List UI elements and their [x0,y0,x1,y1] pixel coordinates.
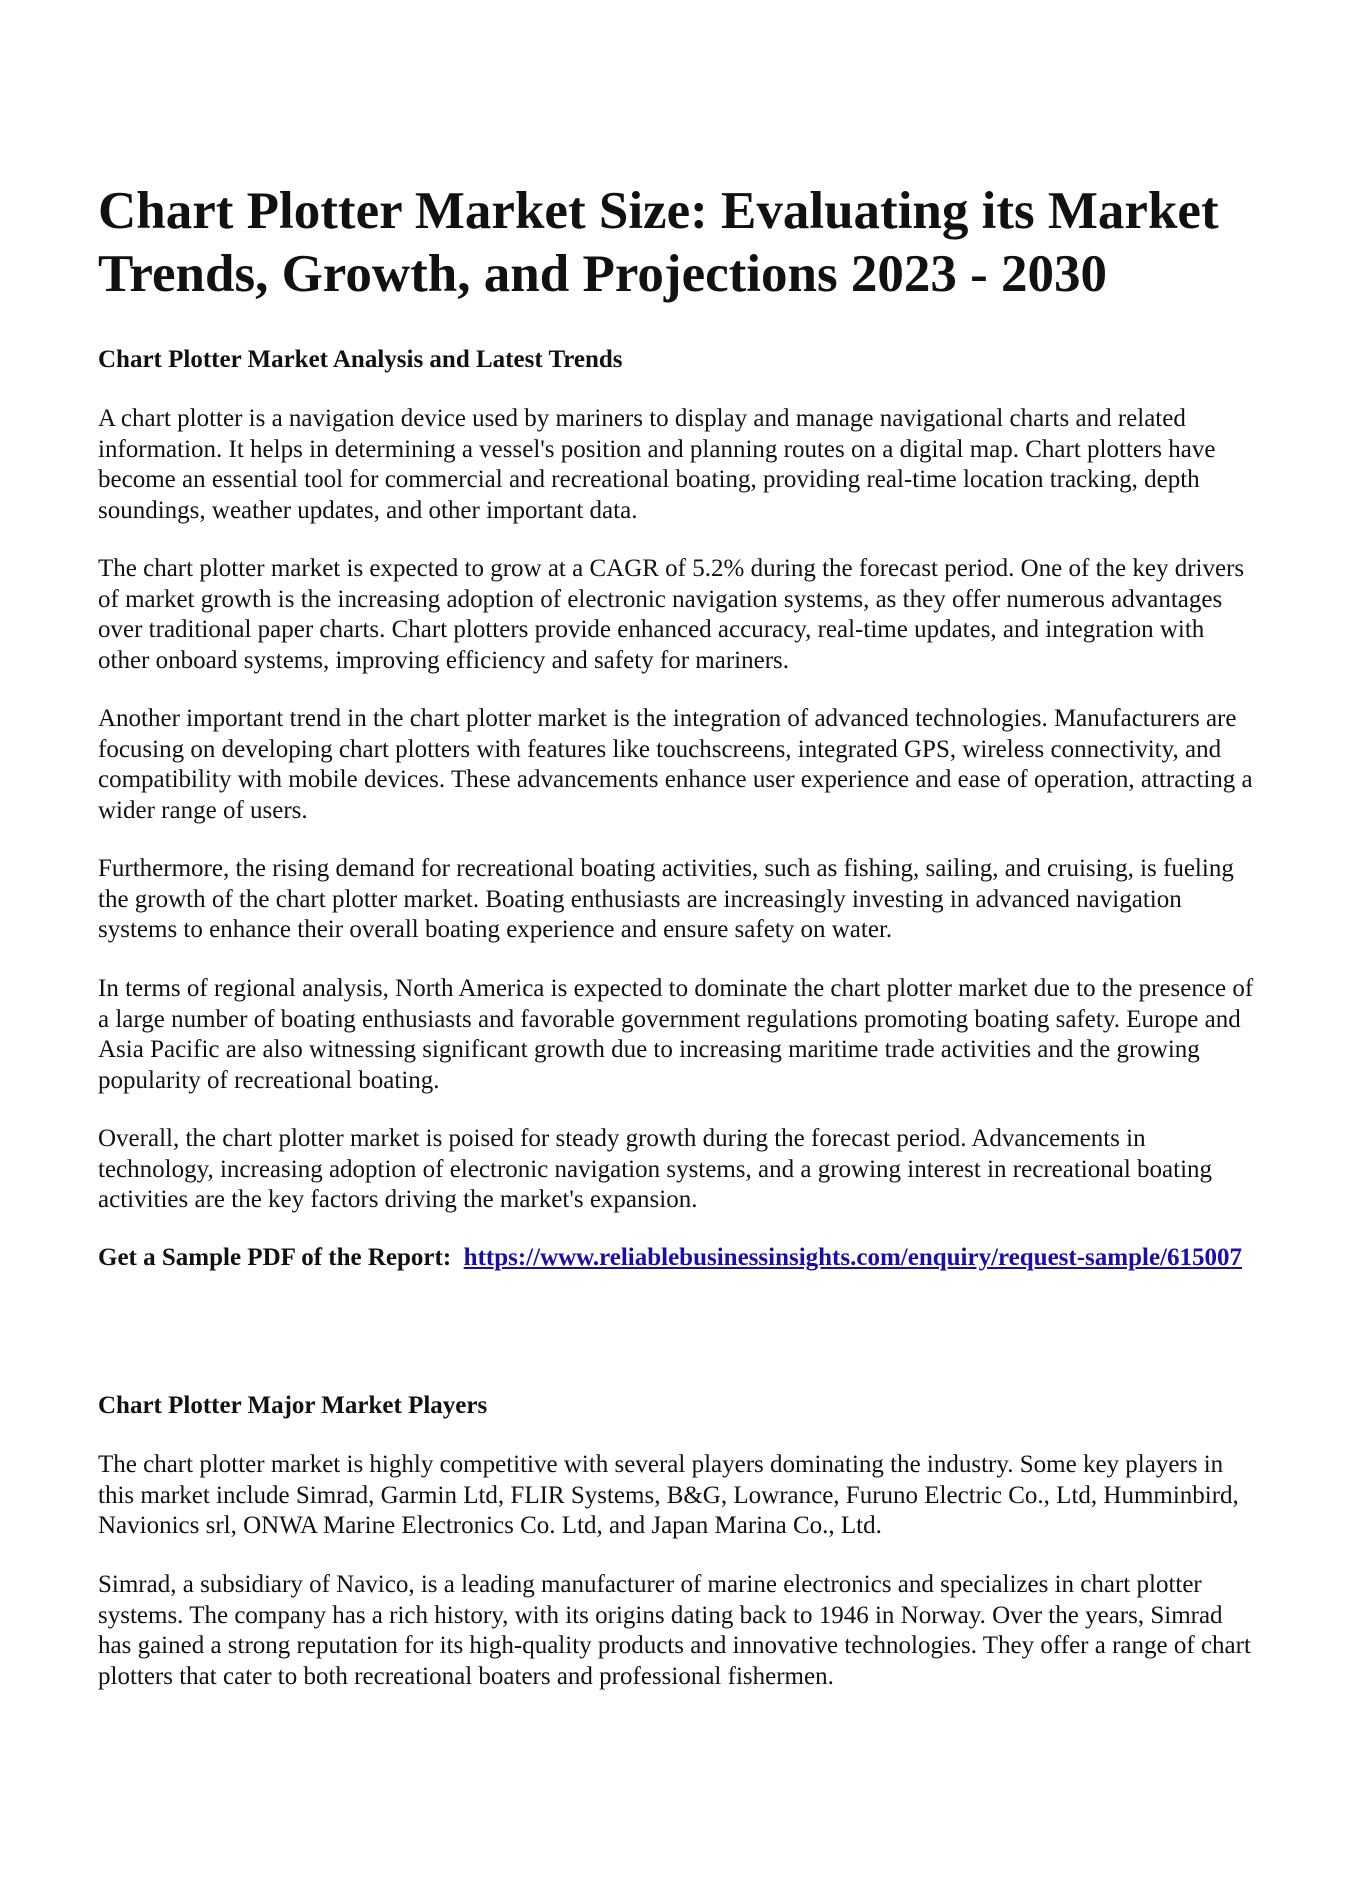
analysis-paragraph-2: The chart plotter market is expected to grow at a CAGR of 5.2% during the forecast period. One of the key drivers of market growth is the increasing adoption of electronic navigation systems, as they offer numerous advantages over traditional paper charts. Chart plotters provide enhanced accuracy, real-time updates, and integration with other onboard systems, improving efficiency and safety for mariners. [98,555,1245,674]
analysis-paragraph-6: Overall, the chart plotter market is poised for steady growth during the forecast period. Advancements in technology, increasing adoption of electronic navigation systems, and a growing interest in recreational boating activities are the key factors driving the market's expansion. [98,1125,1213,1213]
analysis-paragraph-5: In terms of regional analysis, North America is expected to dominate the chart plotter market due to the presence of a large number of boating enthusiasts and favorable government regulations promoting boating safety. Europe and Asia Pacific are also witnessing significant growth due to increasing maritime trade activities and the growing popularity of recreational boating. [98,975,1254,1094]
page-title: Chart Plotter Market Size: Evaluating its Market Trends, Growth, and Projections 2023 - 2030 [98,182,1219,303]
analysis-paragraph-1: A chart plotter is a navigation device used by mariners to display and manage navigational charts and related information. It helps in determining a vessel's position and planning routes on a digital map. Chart plotters have become an essential tool for commercial and recreational boating, providing real-time location tracking, depth soundings, weather updates, and other important data. [98,405,1216,524]
sample-pdf-link[interactable]: https://www.reliablebusinessinsights.com/enquiry/request-sample/615007 [463,1244,1242,1271]
analysis-paragraph-4: Furthermore, the rising demand for recreational boating activities, such as fishing, sailing, and cruising, is fueling the growth of the chart plotter market. Boating enthusiasts are increasingly investing in advanced navigation systems to enhance their overall boating experience and ensure safety on water. [98,855,1234,943]
players-heading: Chart Plotter Major Market Players [98,1392,488,1419]
players-paragraph-2: Simrad, a subsidiary of Navico, is a leading manufacturer of marine electronics and specializes in chart plotter systems. The company has a rich history, with its origins dating back to 1946 in Norway. Over the years, Simrad has gained a strong reputation for its high-quality products and innovative technologies. They offer a range of chart plotters that cater to both recreational boaters and professional fishermen. [98,1571,1251,1690]
players-paragraph-1: The chart plotter market is highly competitive with several players dominating the industry. Some key players in this market include Simrad, Garmin Ltd, FLIR Systems, B&G, Lowrance, Furuno Electric Co., Ltd, Humminbird, Navionics srl, ONWA Marine Electronics Co. Ltd, and Japan Marina Co., Ltd. [98,1451,1239,1539]
sample-pdf-line [98,1243,1258,1274]
analysis-heading: Chart Plotter Market Analysis and Latest Trends [98,346,623,373]
sample-pdf-label: Get a Sample PDF of the Report: [98,1244,452,1271]
analysis-paragraph-3: Another important trend in the chart plotter market is the integration of advanced technologies. Manufacturers are focusing on developing chart plotters with features like touchscreens, integrated GPS, wireless connectivity, and compatibility with mobile devices. These advancements enhance user experience and ease of operation, attracting a wider range of users. [98,705,1253,824]
